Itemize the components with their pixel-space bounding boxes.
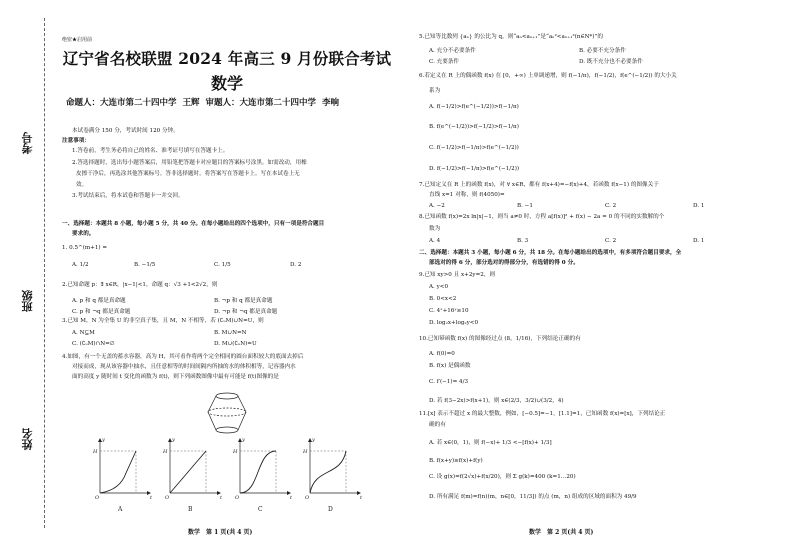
axis-origin-label: O	[165, 495, 170, 501]
reviewer-name: 李响	[322, 98, 340, 108]
option-a: A. p 和 q 都是真命题	[72, 298, 126, 304]
option-c: C. 2	[605, 238, 617, 244]
option-a: A. f(0)=0	[429, 351, 455, 357]
question-6-stem: 系为	[429, 88, 441, 94]
name-label: 姓名	[21, 428, 34, 450]
axis-y-label: y	[312, 437, 315, 443]
exam-page-2	[397, 0, 794, 547]
option-a: A. N⊆M	[72, 330, 95, 336]
graph-label-b: B	[188, 506, 193, 513]
section-heading: 要求的。	[72, 231, 95, 237]
axis-t-label: t	[220, 495, 223, 501]
graph-a	[98, 438, 151, 495]
option-c: C. (∁ᵤM)∩N=∅	[72, 341, 115, 347]
graph-b	[168, 438, 221, 495]
question-9-stem: 9.已知 xy>0 且 x+2y=2，则	[419, 272, 496, 278]
note-line: 1.答卷前，考生务必将自己的姓名、准考证号填写在答题卡上。	[72, 148, 229, 154]
exam-number-label: 考号	[21, 132, 34, 154]
axis-y-label: y	[172, 437, 175, 443]
option-a: A. 4	[429, 238, 441, 244]
container-figure	[202, 390, 252, 440]
cut-line	[44, 18, 45, 528]
option-d: D. 所有满足 f(m)=f(n)(m，n∈[0，11/3]) 的点 (m，n) 组成的区域的面积为 49/9	[429, 494, 637, 500]
confidential-mark: 绝密★启用前	[62, 37, 93, 43]
question-1-stem: 1. 0.5^(m+1) =	[62, 245, 108, 251]
axis-origin-label: O	[95, 495, 100, 501]
setter-name: 王辉	[182, 98, 200, 108]
option-c: C. p 和 ¬q 都是真命题	[72, 309, 131, 315]
author-line	[66, 96, 396, 108]
option-d: D. ¬p 和 ¬q 都是真命题	[214, 309, 278, 315]
axis-t-label: t	[150, 495, 153, 501]
section-heading: 一、选择题：本题共 8 小题，每小题 5 分，共 40 分。在每小题给出的四个选项中，只有一项是符合题目	[62, 221, 325, 227]
option-c: C. 1/5	[214, 262, 231, 268]
note-line: 皮擦干净后，再选涂其他答案标号。答非选择题时，将答案写在答题卡上。写在本试卷上无	[76, 171, 300, 177]
axis-y-label: y	[242, 437, 245, 443]
question-8-stem: 数为	[429, 226, 441, 232]
question-2-stem: 2.已知命题 p：∃ x∈R，|x−1|<1，命题 q：√3 +1<2√2，则	[62, 282, 218, 288]
option-a: A. f(−1/2)>f(e^(−1/2))>f(−1/π)	[429, 104, 519, 110]
option-d: D. 1	[693, 238, 705, 244]
axis-h-label: H	[233, 449, 238, 455]
axis-origin-label: O	[235, 495, 240, 501]
graph-d	[308, 438, 361, 495]
question-10-stem: 10.已知幂函数 f(x) 的图像经过点 (8，1/16)，下列结论正确的有	[419, 336, 581, 342]
option-a: A. −2	[429, 203, 445, 209]
option-d: D. 2	[290, 262, 302, 268]
option-d: D. log₂x+log₂y<0	[429, 320, 479, 326]
question-11-stem: 11.[x] 表示不超过 x 的最大整数，例如，[−0.5]=−1，[1.1]=1，已知函数 f(x)=[x]，下列结论正	[419, 411, 666, 417]
graph-label-d: D	[328, 506, 333, 513]
option-a: A. 1/2	[72, 262, 89, 268]
binding-gutter	[0, 0, 60, 547]
option-c: C. 4ˣ+16ʸ≥10	[429, 308, 469, 314]
notes-heading: 注意事项：	[62, 138, 90, 144]
option-a: A. 若 x∈(0，1)，则 f(−x)+ 1/3 <−[f(x)+ 1/3]	[429, 440, 552, 446]
section-heading: 二、选择题：本题共 3 小题，每小题 6 分，共 18 分。在每小题给出的选项中，有多项符合题目要求，全	[419, 250, 682, 256]
axis-h-label: H	[303, 449, 308, 455]
setter-school: 命题人：大连市第二十四中学	[66, 98, 177, 108]
option-b: B. M∪N=N	[214, 330, 247, 336]
option-d: D. 既不充分也不必要条件	[579, 59, 643, 65]
graph-options	[90, 435, 420, 515]
question-4-stem: 面的高度 y 随时间 t 变化的函数为 f(t)，则下列函数图像中最有可能是 f(t)图像的是	[72, 374, 279, 380]
option-d: D. 1	[693, 203, 705, 209]
option-b: B. −1/5	[134, 262, 156, 268]
axis-origin-label: O	[305, 495, 310, 501]
page-footer: 数学 第 1 页(共 4 页)	[188, 529, 253, 536]
option-b: B. 3	[517, 238, 529, 244]
option-b: B. 必要不充分条件	[579, 48, 626, 54]
option-d: D. f(−1/2)>f(−1/π)>f(e^(−1/2))	[429, 166, 520, 172]
question-8-stem: 8.已知函数 f(x)=2x ln|x|−1，则当 a≠0 时，方程 a[f(x)]² + f(x) − 2a = 0 的不同的实数解的个	[419, 214, 665, 220]
option-b: B. ¬p 和 q 都是真命题	[214, 298, 273, 304]
note-line: 效。	[76, 182, 88, 188]
axis-t-label: t	[360, 495, 363, 501]
graph-label-a: A	[118, 506, 123, 513]
question-7-stem: 7.已知定义在 R 上的函数 f(x)，对 ∀ x∈R，都有 f(x+4)=−f(x)+4，若函数 f(x−1) 的图像关于	[419, 182, 659, 188]
option-b: B. −1	[517, 203, 533, 209]
option-d: D. 若 f(3−2x)>f(x+1)，则 x∈(2/3，3/2)∪(3/2，4)	[429, 398, 564, 404]
exam-intro: 本试卷满分 150 分，考试时间 120 分钟。	[72, 128, 179, 134]
question-7-stem: 直线 x=1 对称，则 f(4050)=	[429, 192, 505, 198]
option-c: C. f′(−1)= 4/3	[429, 379, 469, 385]
option-c: C. f(−1/2)>f(−1/π)>f(e^(−1/2))	[429, 145, 519, 151]
option-a: A. 充分不必要条件	[429, 48, 476, 54]
question-5-stem: 5.已知等比数列 {aₙ} 的公比为 q，则“aₙ<aₙ₊₁”是“aₙ²<aₙ₊₁²(n∈N*)”的	[419, 34, 603, 40]
axis-t-label: t	[290, 495, 293, 501]
option-c: C. 2	[605, 203, 617, 209]
question-11-stem: 确的有	[429, 422, 446, 428]
reviewer-school: 审题人：大连市第二十四中学	[205, 98, 317, 108]
option-b: B. 0<x<2	[429, 296, 457, 302]
option-b: B. f(e^(−1/2))>f(−1/2)>f(−1/π)	[429, 124, 519, 130]
graph-label-c: C	[258, 506, 263, 513]
axis-y-label: y	[102, 437, 105, 443]
exam-title: 辽宁省名校联盟 2024 年高三 9 月份联合考试	[62, 49, 392, 68]
question-4-stem: 4.如图，有一个无盖的蓄水容器，高为 H，其可看作将两个完全相同的圆台面积较大的底面去掉后	[62, 354, 304, 360]
option-b: B. f(x) 是偶函数	[429, 363, 471, 369]
option-c: C. 充要条件	[429, 59, 460, 65]
class-label: 班级	[21, 290, 34, 312]
note-line: 2.答选择题时，选出每小题答案后，用铅笔把答题卡对应题目的答案标号涂黑。如需改动，用橡	[72, 160, 307, 166]
subject-title: 数学	[210, 74, 243, 93]
option-d: D. M∪(∁ᵤN)=U	[214, 341, 257, 347]
axis-h-label: H	[163, 449, 168, 455]
section-heading: 部选对的得 6 分，部分选对的得部分分，有选错的得 0 分。	[429, 260, 579, 266]
option-c: C. 设 g(x)=f(2√x)+f(x/20)，则 Σ g(k)=400 (k=1…20)	[429, 474, 576, 480]
question-3-stem: 3.已知 M，N 为全集 U 的非空真子集，且 M，N 不相等，若 (∁ᵤM)∪N=U，则	[62, 318, 264, 324]
graph-c	[238, 438, 291, 495]
option-b: B. f(x+y)≥f(x)+f(y)	[429, 458, 483, 464]
page-footer: 数学 第 2 页(共 4 页)	[529, 529, 594, 536]
question-6-stem: 6.若定义在 R 上的偶函数 f(x) 在 [0，+∞) 上单调递增，则 f(−1/π)，f(−1/2)，f(e^(−1/2)) 的大小关	[419, 73, 677, 79]
question-4-stem: 对接而成，现从该容器中抽水，且任意相等的时间间隔内所抽的水的体积相等，记容器内水	[72, 364, 296, 370]
option-a: A. y<0	[429, 284, 449, 290]
axis-h-label: H	[93, 449, 98, 455]
note-line: 3.考试结束后，将本试卷和答题卡一并交回。	[72, 193, 184, 199]
